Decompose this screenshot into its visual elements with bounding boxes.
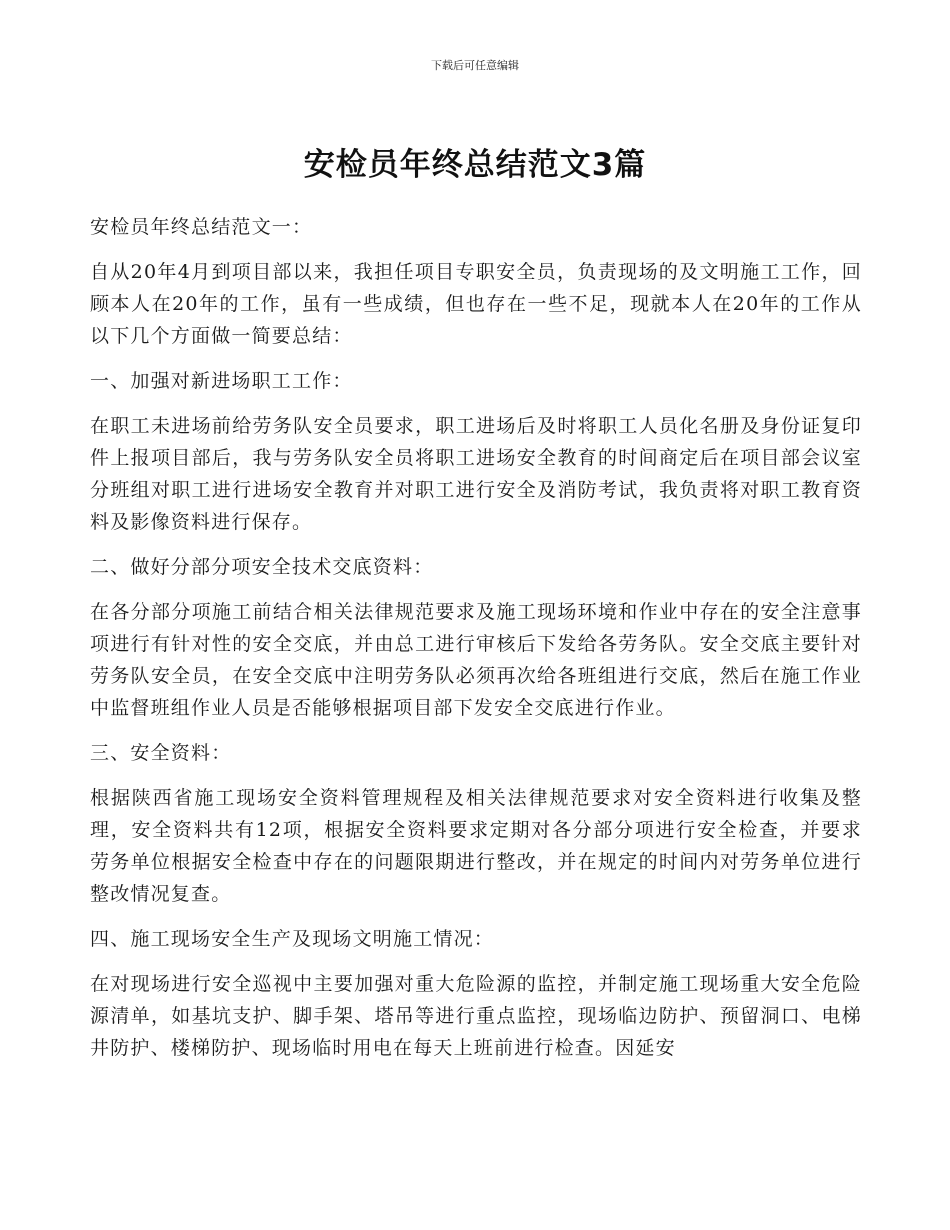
- section-heading: 四、施工现场安全生产及现场文明施工情况：: [90, 928, 495, 950]
- header-note: 下载后可任意编辑: [431, 59, 519, 72]
- paragraph: 根据陕西省施工现场安全资料管理规程及相关法律规范要求对安全资料进行收集及整理，安全资料共有12项，根据安全资料要求定期对各分部分项进行安全检查，并要求劳务单位根据安全检查中存在的问题限期进行整改，并在规定的时间内对劳务单位进行整改情况复查。: [90, 787, 862, 905]
- document-body: [90, 211, 862, 1077]
- document-title: 安检员年终总结范文3篇: [303, 147, 647, 183]
- section-heading: 一、加强对新进场职工工作：: [90, 370, 353, 392]
- paragraph: 在对现场进行安全巡视中主要加强对重大危险源的监控，并制定施工现场重大安全危险源清单，如基坑支护、脚手架、塔吊等进行重点监控，现场临边防护、预留洞口、电梯井防护、楼梯防护、现场临时用电在每天上班前进行检查。因延安: [90, 973, 862, 1059]
- section-heading: 三、安全资料：: [90, 742, 232, 764]
- section-heading: 二、做好分部分项安全技术交底资料：: [90, 556, 434, 578]
- paragraph: 在职工未进场前给劳务队安全员要求，职工进场后及时将职工人员化名册及身份证复印件上报项目部后，我与劳务队安全员将职工进场安全教育的时间商定后在项目部会议室分班组对职工进行进场安全教育并对职工进行安全及消防考试，我负责将对职工教育资料及影像资料进行保存。: [90, 415, 862, 533]
- paragraph: 自从20年4月到项目部以来，我担任项目专职安全员，负责现场的及文明施工工作，回顾本人在20年的工作，虽有一些成绩，但也存在一些不足，现就本人在20年的工作从以下几个方面做一简要总结：: [90, 261, 862, 347]
- intro-line: 安检员年终总结范文一：: [90, 216, 313, 238]
- paragraph: 在各分部分项施工前结合相关法律规范要求及施工现场环境和作业中存在的安全注意事项进行有针对性的安全交底，并由总工进行审核后下发给各劳务队。安全交底主要针对劳务队安全员，在安全交底中注明劳务队必须再次给各班组进行交底，然后在施工作业中监督班组作业人员是否能够根据项目部下发安全交底进行作业。: [90, 601, 862, 719]
